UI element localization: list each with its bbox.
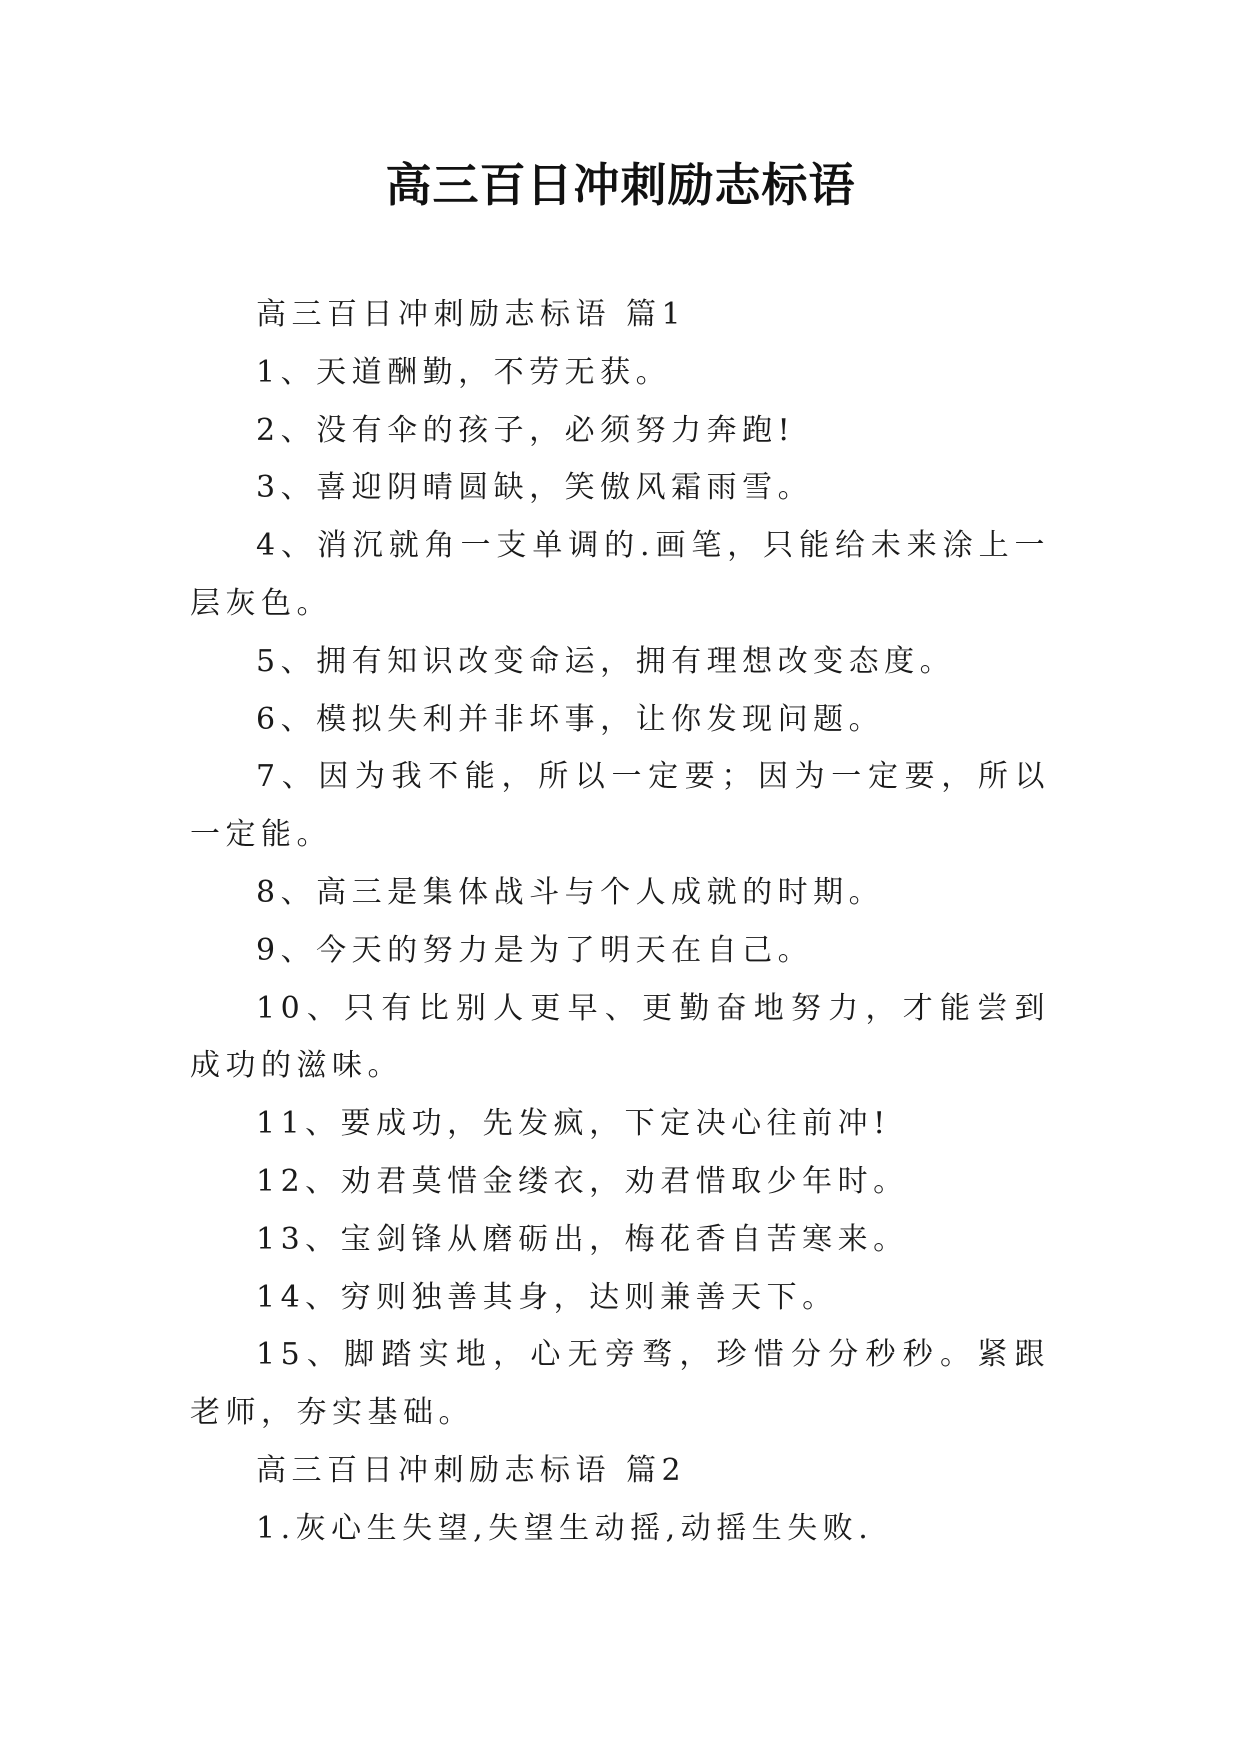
slogan-item-8: 8、高三是集体战斗与个人成就的时期。 xyxy=(256,874,885,910)
slogan-item-5: 5、拥有知识改变命运，拥有理想改变态度。 xyxy=(256,643,956,679)
slogan-item-2-1: 1.灰心生失望,失望生动摇,动摇生失败. xyxy=(256,1510,874,1546)
slogan-item-12: 12、劝君莫惜金缕衣，劝君惜取少年时。 xyxy=(256,1163,909,1199)
slogan-item-15: 15、脚踏实地，心无旁骛，珍惜分分秒秒。紧跟老师，夯实基础。 xyxy=(190,1337,1050,1431)
slogan-item-14: 14、穷则独善其身，达则兼善天下。 xyxy=(256,1279,838,1315)
slogan-item-6: 6、模拟失利并非坏事，让你发现问题。 xyxy=(256,701,885,737)
document-title: 高三百日冲刺励志标语 xyxy=(385,158,856,212)
slogan-item-7: 7、因为我不能，所以一定要；因为一定要，所以一定能。 xyxy=(190,759,1050,853)
slogan-item-1: 1、天道酬勤，不劳无获。 xyxy=(256,354,672,390)
slogan-item-11: 11、要成功，先发疯，下定决心往前冲! xyxy=(256,1106,891,1142)
slogan-item-3: 3、喜迎阴晴圆缺，笑傲风霜雨雪。 xyxy=(256,470,814,506)
slogan-item-13: 13、宝剑锋从磨砺出，梅花香自苦寒来。 xyxy=(256,1221,909,1257)
slogan-item-9: 9、今天的努力是为了明天在自己。 xyxy=(256,932,814,968)
document-body xyxy=(190,286,1050,1558)
section-heading-1: 高三百日冲刺励志标语 篇1 xyxy=(256,297,687,332)
section-heading-2: 高三百日冲刺励志标语 篇2 xyxy=(256,1452,687,1488)
slogan-item-2: 2、没有伞的孩子，必须努力奔跑! xyxy=(256,412,796,448)
slogan-item-10: 10、只有比别人更早、更勤奋地努力，才能尝到成功的滋味。 xyxy=(190,990,1050,1084)
slogan-item-4: 4、消沉就角一支单调的.画笔，只能给未来涂上一层灰色。 xyxy=(190,528,1050,621)
